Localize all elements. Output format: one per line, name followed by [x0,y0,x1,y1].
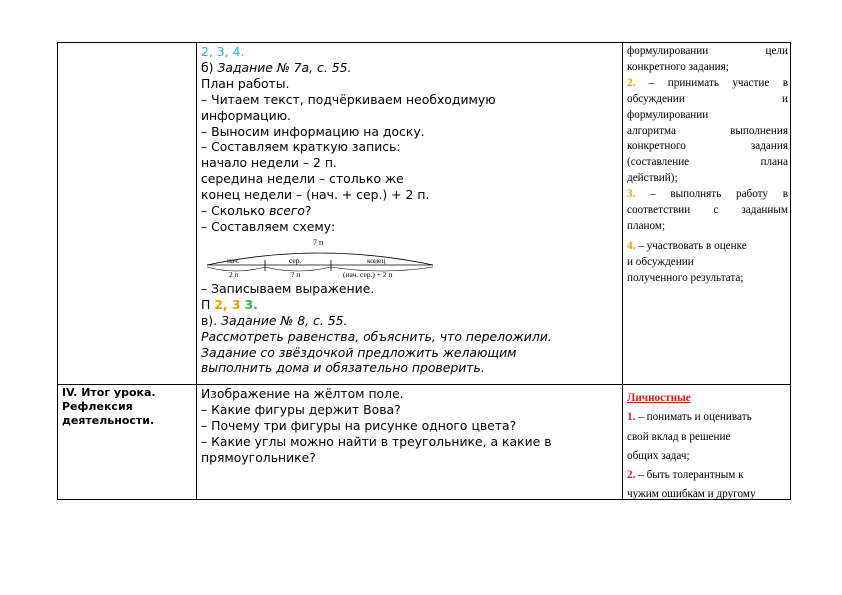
stage-title: Рефлексия [62,400,133,413]
skill-number: 2. [627,469,636,482]
stage-title: деятельности. [62,414,155,427]
instruction-line: Рассмотреть равенства, объяснить, что переложили. [201,328,552,344]
scheme-arc [207,253,433,265]
activity-cell [201,44,619,384]
write-expression-line: – Записываем выражение. [201,280,375,296]
skill-number: 2. [627,76,636,89]
instruction-line: Задание со звёздочкой предложить желающим [201,344,517,360]
task-number: 3 [231,296,241,312]
task-number: 4 [232,44,241,59]
skill-line: свой вклад в решение [627,430,731,443]
reflection-question: – Почему три фигуры на рисунке одного цвета? [201,417,517,433]
task-b-line: б) Задание № 7а, с. 55. [201,59,352,75]
reflection-line: Изображение на жёлтом поле. [201,386,404,401]
skill-number: 1. [627,411,636,424]
plan-step: информацию. [201,107,291,123]
scheme-total-label: 7 п [313,237,324,247]
reflection-question: – Какие углы можно найти в треугольнике, а какие в [201,433,552,449]
segment-scheme [201,235,619,281]
skill-line: чужим ошибкам и другому [627,488,756,499]
skill-item: 3. – выполнять работу в [627,188,788,201]
p-line: П 2, 3 3. [201,296,258,312]
task-numbers-line: 2, 3, 4. [201,44,245,59]
plan-step: начало недели – 2 п. [201,155,337,171]
scheme-seg1-name: нач. [227,255,240,265]
stage-title: IV. Итог урока. [62,386,156,399]
scheme-seg1-value: 2 п [229,269,239,279]
task-v-title: Задание № 8, с. 55. [221,312,348,328]
skill-line: конкретного задания; [627,60,729,73]
task-number: 2 [201,44,209,59]
scheme-seg2-name: сер. [289,255,302,265]
skill-item: 2. – принимать участие в [627,76,788,89]
how-many-line: – Сколько всего? [201,203,312,219]
personal-skills-cell [627,389,788,499]
skill-line: полученного результата; [627,271,744,284]
skill-line: формулировании цели [627,45,788,57]
skill-line: планом; [627,219,666,232]
scheme-seg2-value: ? п [291,269,301,279]
skill-number: 3. [627,188,636,201]
plan-step: середина недели – столько же [201,171,404,187]
reflection-question: – Какие фигуры держит Вова? [201,401,401,417]
reflection-question: прямоугольнике? [201,449,316,465]
task-number: 3 [216,44,225,59]
skill-line: общих задач; [627,449,690,462]
personal-heading: Личностные [627,392,691,404]
skill-line: конкретного задания [627,140,788,153]
plan-step: – Читаем текст, подчёркиваем необходимую [201,91,496,107]
task-b-title: Задание № 7а, с. 55. [217,59,352,75]
plan-step: конец недели – (нач. + сер.) + 2 п. [201,187,430,203]
scheme-seg3-value: (нач. сер.) + 2 п [343,269,393,279]
skill-line: алгоритма выполнения [627,124,788,137]
skill-line: обсуждении и [627,92,788,105]
plan-title: План работы. [201,75,290,91]
stage-cell-empty [58,43,196,384]
stage-cell [62,386,194,498]
plan-step: – Выносим информацию на доску. [201,123,425,139]
reflection-activity-cell [201,386,619,498]
task-number: 3 [244,296,254,312]
skill-item: 2. – быть толерантным к [627,469,744,482]
skill-line: (составление плана [627,156,788,169]
skill-line: и обсуждении [627,255,694,268]
skill-line: соответствии с заданным [627,204,788,217]
column-divider [622,43,623,499]
task-v-line: в). Задание № 8, с. 55. [201,312,348,328]
scheme-seg3-name: конец [367,255,386,265]
skill-number: 4. [627,239,636,252]
scheme-drawing [201,235,441,281]
plan-step: – Составляем краткую запись: [201,139,401,155]
skills-cell [627,44,788,384]
instruction-line: выполнить дома и обязательно проверить. [201,360,485,376]
task-number: 2 [214,296,223,312]
skill-line: действий); [627,172,678,185]
skill-line: формулировании [627,108,709,121]
lesson-table [57,42,791,500]
skill-item: 4. – участвовать в оценке [627,239,747,252]
make-scheme-line: – Составляем схему: [201,218,336,234]
row-divider [58,384,790,385]
column-divider [196,43,197,499]
skill-item: 1. – понимать и оценивать [627,411,752,424]
